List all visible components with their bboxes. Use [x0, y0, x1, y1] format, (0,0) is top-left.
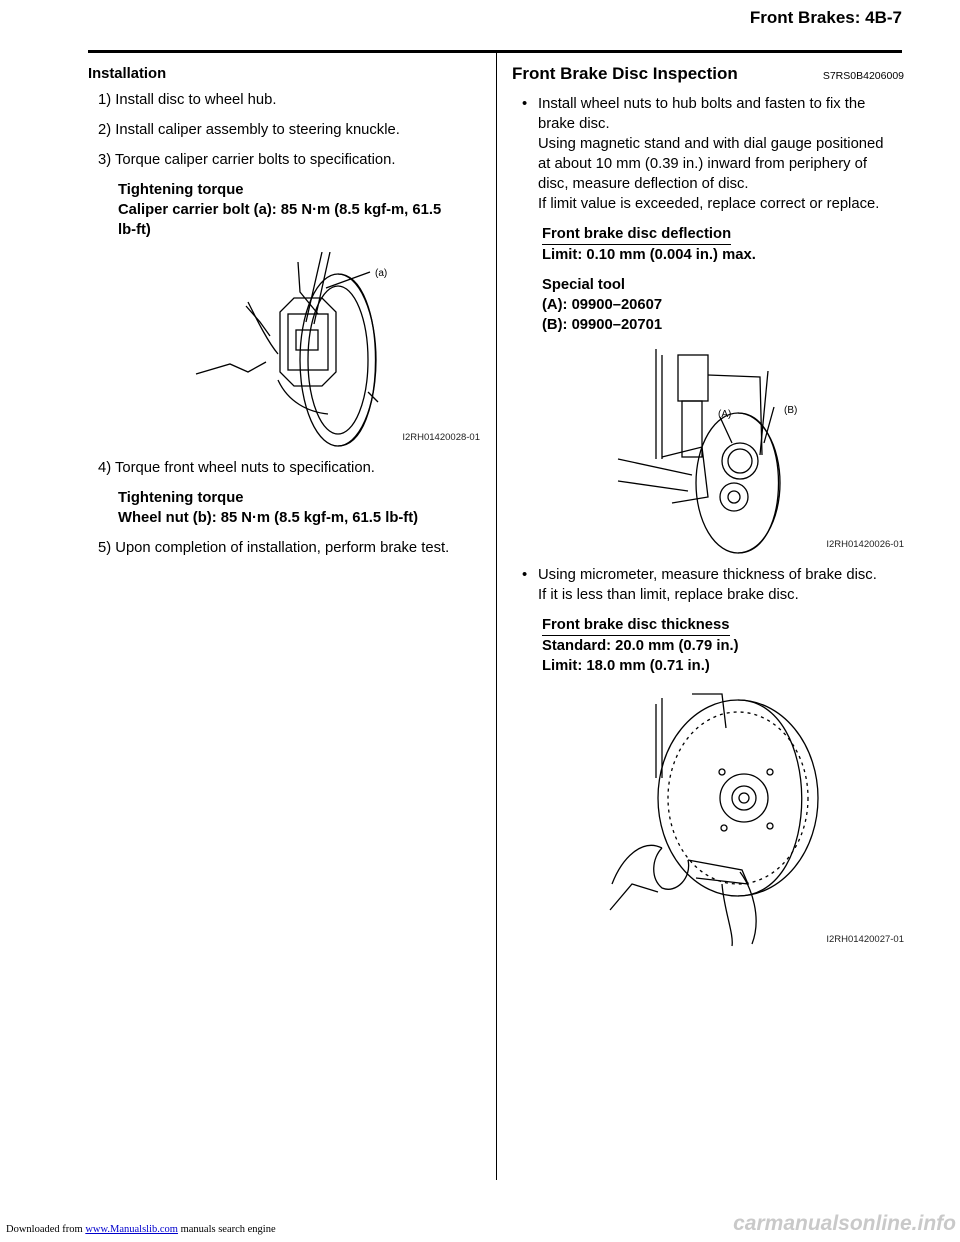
fig2-callout-a: (A) [718, 409, 732, 420]
spec-wheel-nut-torque [88, 488, 480, 528]
step-1: 1) Install disc to wheel hub. [98, 92, 277, 108]
right-column [512, 64, 904, 960]
micrometer-illustration [512, 688, 904, 950]
left-column [88, 64, 480, 568]
tool-b: (B): 09900–20701 [542, 317, 663, 333]
bullet-line: • Using micrometer, measure thickness of brake disc. [538, 567, 877, 583]
step-4: 4) Torque front wheel nuts to specification. [98, 460, 375, 476]
tool-title: Special tool [542, 277, 626, 293]
section-code: S7RS0B4206009 [822, 70, 904, 82]
dial-gauge-illustration [512, 347, 904, 555]
bullet-line: at about 10 mm (0.39 in.) inward from periphery of [538, 156, 867, 172]
spec-limit: Limit: 18.0 mm (0.71 in.) [542, 658, 710, 674]
fig1-code: I2RH01420028-01 [402, 432, 480, 443]
bullet-line: brake disc. [538, 116, 610, 132]
bullet-line: disc, measure deflection of disc. [538, 176, 749, 192]
watermark-text: carmanualsonline.info [733, 1212, 956, 1235]
bullet-micrometer [512, 565, 904, 605]
bullet-line: If limit value is exceeded, replace correct or replace. [538, 196, 880, 212]
bullet-line: • Install wheel nuts to hub bolts and fasten to fix the [538, 96, 866, 112]
spec-title: Tightening torque [118, 490, 244, 506]
footer-source [6, 1224, 276, 1235]
page-header-title: Front Brakes: 4B-7 [749, 8, 902, 27]
spec-standard: Standard: 20.0 mm (0.79 in.) [542, 638, 739, 654]
spec-value: Wheel nut (b): 85 N·m (8.5 kgf-m, 61.5 lb-ft) [118, 510, 419, 526]
spec-disc-thickness [512, 615, 904, 676]
spec-caliper-torque [88, 180, 480, 240]
footer-suffix: manuals search engine [177, 1224, 276, 1235]
bullet-line: Using magnetic stand and with dial gauge positioned [538, 136, 884, 152]
header-rule [88, 50, 902, 53]
column-divider [496, 52, 497, 1180]
spec-title: Front brake disc deflection [542, 224, 731, 245]
figure-dial-gauge [512, 347, 904, 555]
step-2: 2) Install caliper assembly to steering knuckle. [98, 122, 400, 138]
figure-caliper [88, 252, 480, 448]
special-tool [512, 275, 904, 335]
caliper-illustration [88, 252, 480, 448]
fig3-code: I2RH01420027-01 [826, 934, 904, 945]
spec-title: Tightening torque [118, 182, 244, 198]
spec-value: Limit: 0.10 mm (0.004 in.) max. [542, 247, 756, 263]
installation-heading: Installation [88, 66, 167, 82]
spec-disc-deflection [512, 224, 904, 265]
step-3: 3) Torque caliper carrier bolts to specification. [98, 152, 396, 168]
fig2-code: I2RH01420026-01 [826, 539, 904, 550]
section-title: Front Brake Disc Inspection [512, 64, 738, 83]
spec-title: Front brake disc thickness [542, 615, 730, 636]
bullet-install-nuts [512, 94, 904, 214]
fig2-callout-b: (B) [784, 405, 798, 416]
bullet-line: If it is less than limit, replace brake disc. [538, 587, 799, 603]
section-heading [512, 64, 904, 86]
tool-a: (A): 09900–20607 [542, 297, 663, 313]
step-5: 5) Upon completion of installation, perform brake test. [98, 540, 450, 556]
footer-prefix: Downloaded from [6, 1224, 86, 1235]
figure-micrometer [512, 688, 904, 950]
fig1-callout-a: (a) [375, 268, 388, 279]
spec-value-cont: lb-ft) [118, 222, 151, 238]
manualslib-link[interactable]: www.Manualslib.com [85, 1224, 178, 1235]
spec-value: Caliper carrier bolt (a): 85 N·m (8.5 kgf-m, 61.5 [118, 202, 442, 218]
